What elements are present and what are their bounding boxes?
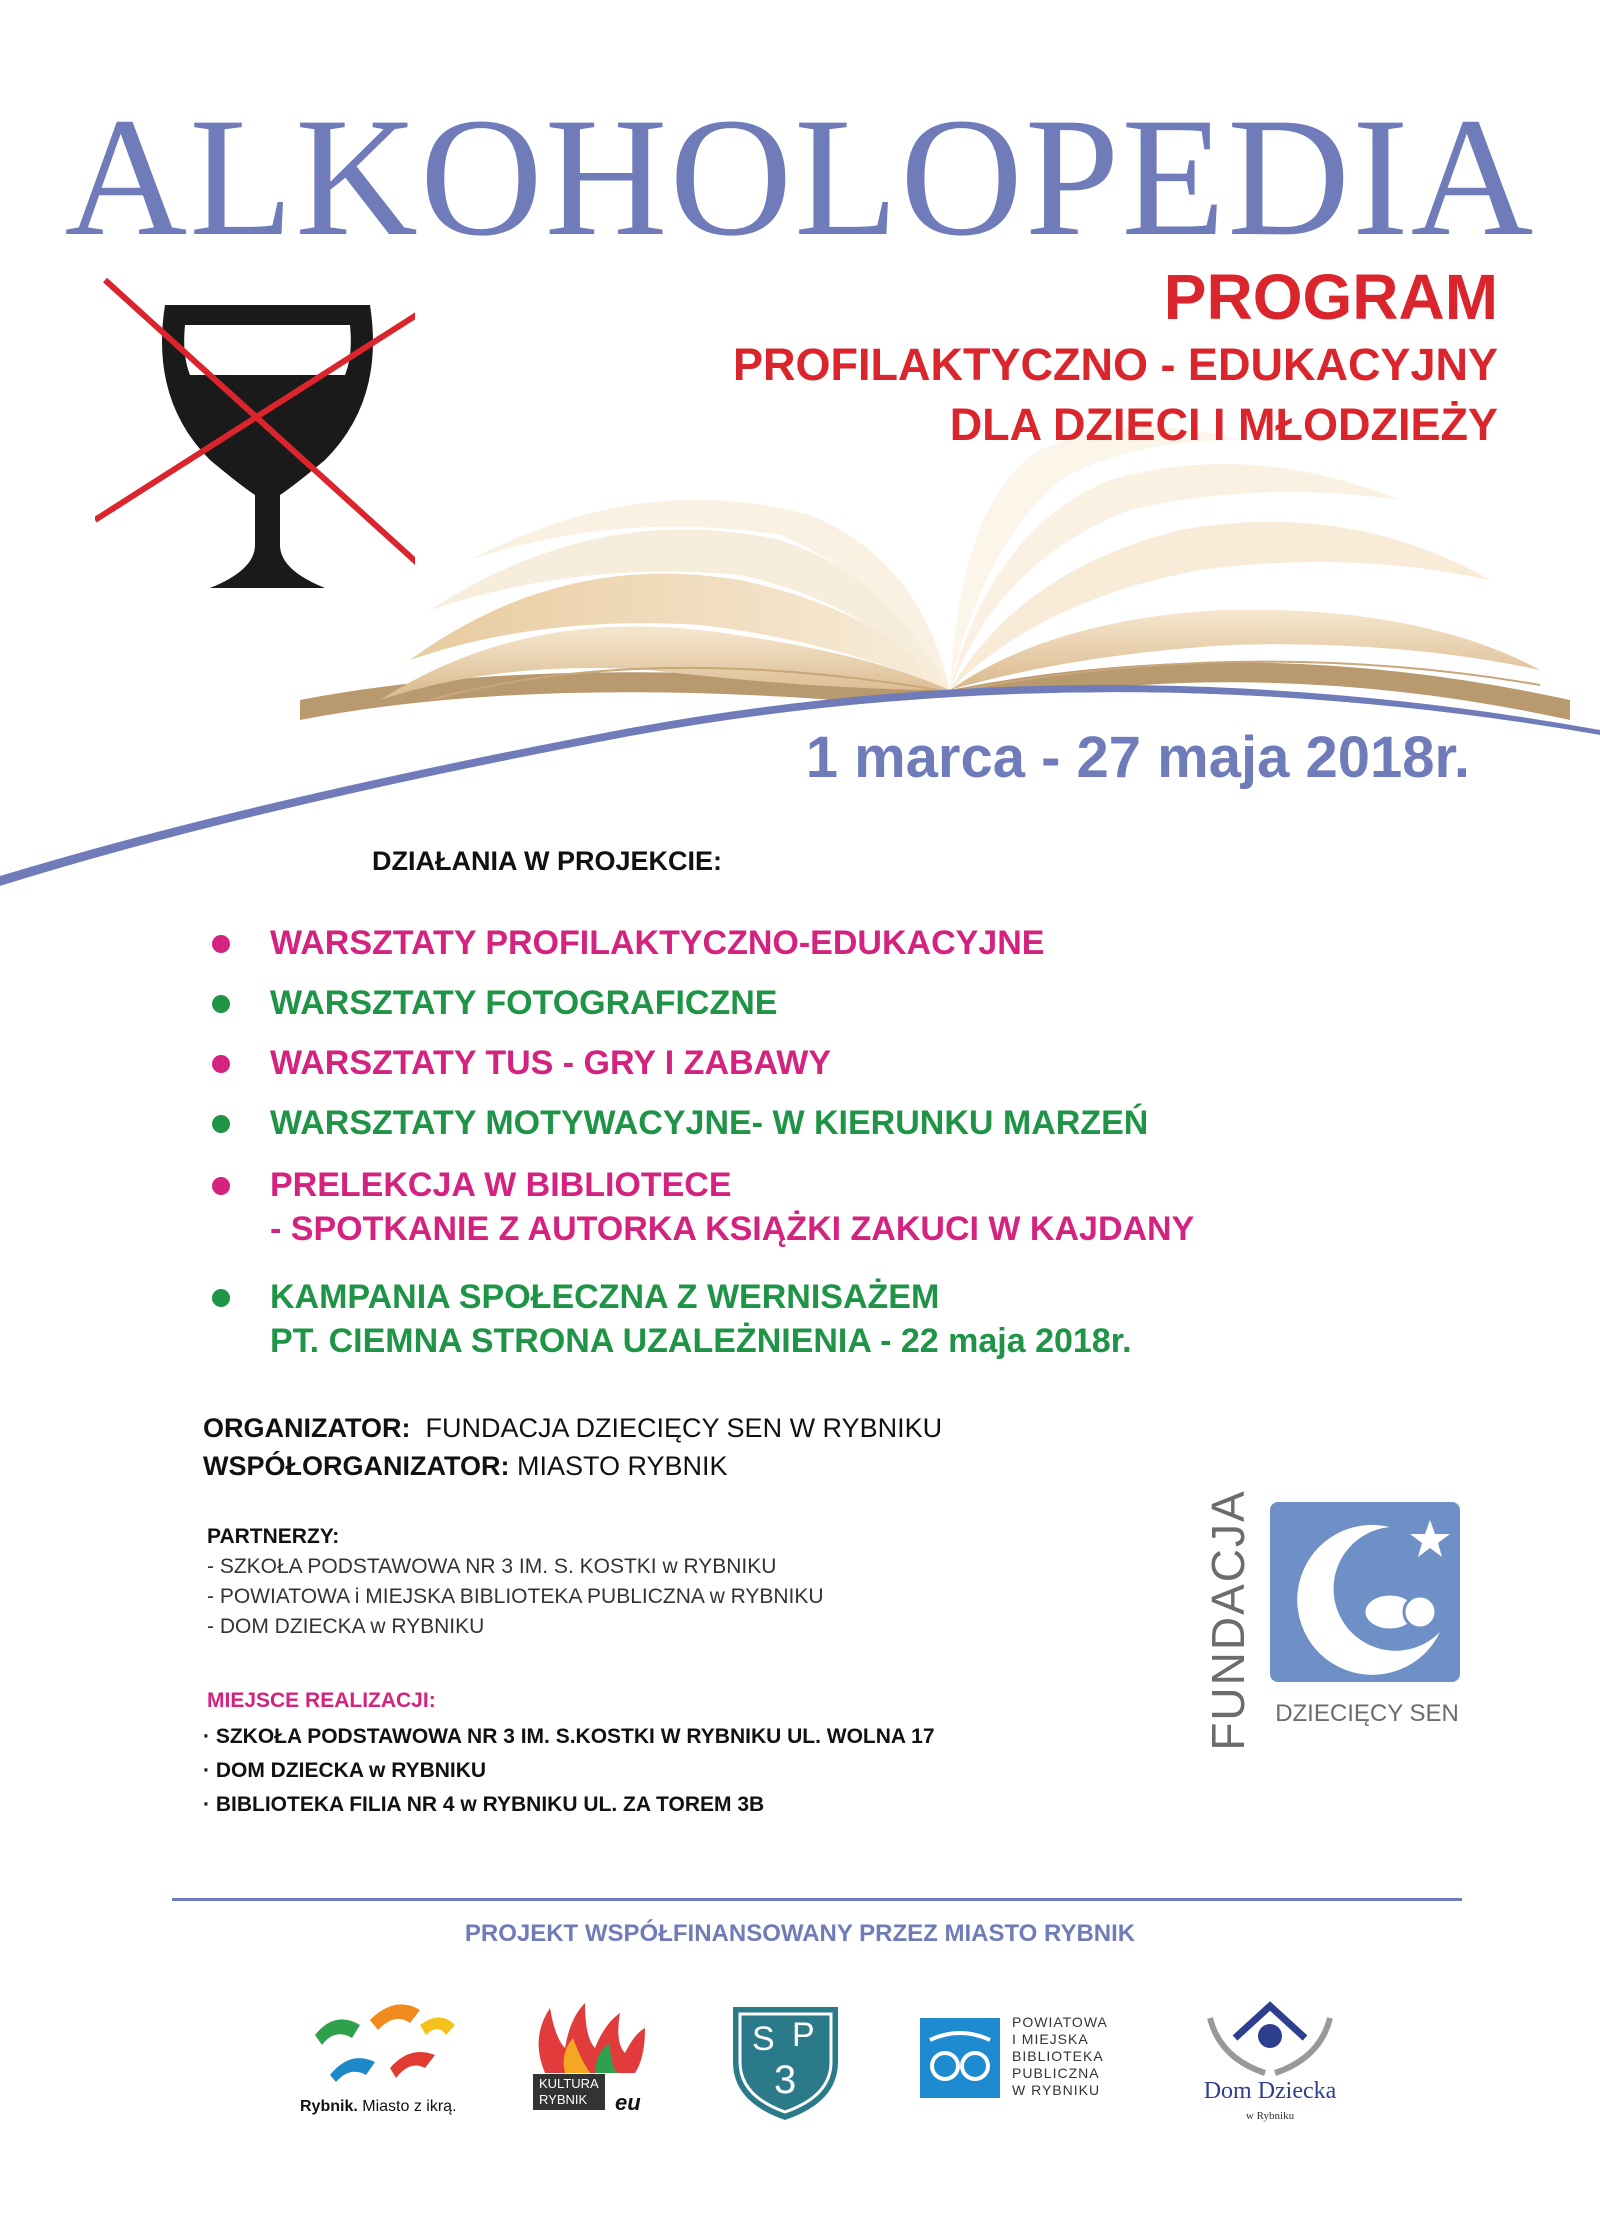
dom-dziecka-sub: w Rybniku [1245, 2110, 1295, 2122]
bullet-icon [212, 1055, 230, 1073]
flame-icon [525, 1998, 665, 2078]
bullet-icon [212, 995, 230, 1013]
dom-dziecka-name: Dom Dziecka [1203, 2078, 1337, 2104]
program-subtitle-line1: PROFILAKTYCZNO - EDUKACYJNY [732, 339, 1498, 390]
location-item: · BIBLIOTEKA FILIA NR 4 w RYBNIKU UL. ZA TOREM 3B [203, 1793, 765, 1816]
coorganizer-line [203, 1448, 728, 1484]
bullet-icon [212, 935, 230, 953]
program-dates: 1 marca - 27 maja 2018r. [805, 725, 1470, 790]
locations-heading: MIEJSCE REALIZACJI: [207, 1689, 436, 1712]
action-item-text-line2: - SPOTKANIE Z AUTORKA KSIĄŻKI ZAKUCI W KAJDANY [270, 1210, 1195, 1248]
partner-item: - SZKOŁA PODSTAWOWA NR 3 IM. S. KOSTKI w RYBNIKU [207, 1555, 777, 1578]
house-hands-icon [1180, 1988, 1360, 2078]
action-item-text: WARSZTATY MOTYWACYJNE- W KIERUNKU MARZEŃ [270, 1104, 1149, 1142]
program-heading: PROGRAM [1163, 261, 1498, 333]
partner-item: - POWIATOWA i MIEJSKA BIBLIOTEKA PUBLICZNA w RYBNIKU [207, 1585, 824, 1608]
owl-icon [920, 2018, 1000, 2098]
sp3-letter-s: S [752, 2020, 775, 2058]
dom-dziecka-logo [1180, 1988, 1360, 2138]
sp3-school-logo [728, 2002, 843, 2122]
moon-baby-icon [1270, 1502, 1460, 1682]
action-item-text: PRELEKCJA W BIBLIOTECE [270, 1166, 732, 1204]
foundation-logo [1200, 1489, 1480, 1751]
sp3-letter-p: P [792, 2016, 815, 2054]
library-logo [920, 2010, 1120, 2110]
action-item-text: WARSZTATY FOTOGRAFICZNE [270, 984, 778, 1022]
bullet-icon [212, 1115, 230, 1133]
location-item: · DOM DZIECKA w RYBNIKU [203, 1759, 487, 1782]
foundation-vertical-label: FUNDACJA [1202, 1489, 1254, 1751]
page-title: ALKOHOLOPEDIA [64, 83, 1536, 271]
action-item-text-line2: PT. CIEMNA STRONA UZALEŻNIENIA - 22 maja 2018r. [270, 1322, 1132, 1360]
organizer-line [203, 1410, 942, 1446]
foundation-name: DZIECIĘCY SEN [1275, 1700, 1459, 1727]
partners-heading: PARTNERZY: [207, 1525, 340, 1548]
bullet-icon [212, 1289, 230, 1307]
kultura-rybnik-logo [525, 1998, 665, 2128]
coorganizer-label: WSPÓŁORGANIZATOR: [203, 1451, 510, 1481]
organizer-value: FUNDACJA DZIECIĘCY SEN W RYBNIKU [425, 1413, 943, 1443]
kultura-label: KULTURA [539, 2076, 599, 2091]
library-line: BIBLIOTEKA [1012, 2048, 1104, 2064]
bullet-icon [212, 1177, 230, 1195]
action-item-text: KAMPANIA SPOŁECZNA Z WERNISAŻEM [270, 1278, 940, 1316]
program-subtitle-line2: DLA DZIECI I MŁODZIEŻY [949, 399, 1498, 450]
organizer-label: ORGANIZATOR: [203, 1413, 411, 1443]
rybnik-logo [300, 1990, 460, 2130]
sp3-number: 3 [774, 2058, 797, 2102]
action-item-text: WARSZTATY PROFILAKTYCZNO-EDUKACYJNE [270, 924, 1045, 962]
rybnik-tagline: Miasto z ikrą. [362, 2098, 457, 2115]
kultura-eu: eu [615, 2090, 641, 2115]
actions-heading: DZIAŁANIA W PROJEKCIE: [372, 846, 722, 876]
library-line: POWIATOWA [1012, 2014, 1108, 2030]
location-item: · SZKOŁA PODSTAWOWA NR 3 IM. S.KOSTKI W RYBNIKU UL. WOLNA 17 [203, 1725, 935, 1748]
footer-divider [172, 1898, 1462, 1901]
library-line: W RYBNIKU [1012, 2082, 1101, 2098]
fish-icon [300, 1990, 460, 2090]
cofinanced-note: PROJEKT WSPÓŁFINANSOWANY PRZEZ MIASTO RYBNIK [464, 1920, 1136, 1947]
library-line: I MIEJSKA [1012, 2031, 1089, 2047]
kultura-city: RYBNIK [539, 2092, 588, 2107]
action-item-text: WARSZTATY TUS - GRY I ZABAWY [270, 1044, 831, 1082]
coorganizer-value: MIASTO RYBNIK [517, 1451, 728, 1481]
no-alcohol-glass-icon [95, 270, 415, 590]
rybnik-bold: Rybnik. [300, 2098, 358, 2115]
partner-item: - DOM DZIECKA w RYBNIKU [207, 1615, 485, 1638]
library-line: PUBLICZNA [1012, 2065, 1100, 2081]
